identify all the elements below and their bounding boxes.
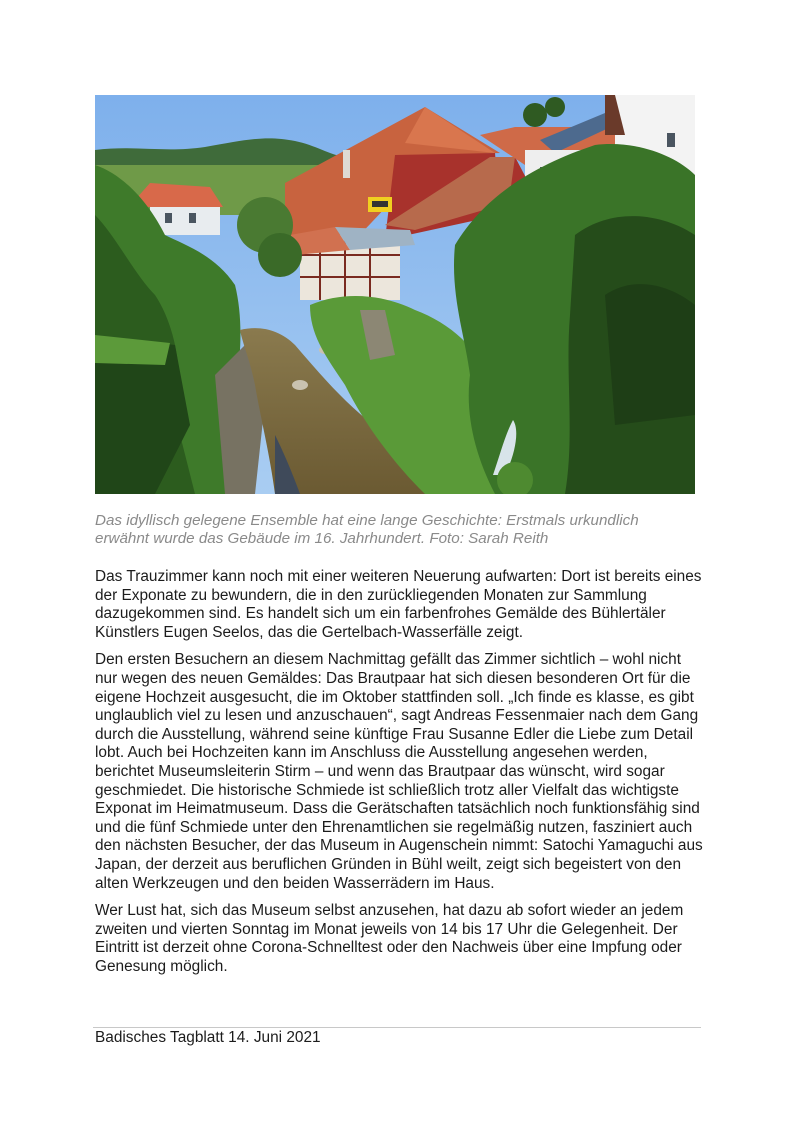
- article-paragraph: Den ersten Besuchern an diesem Nachmittag gefällt das Zimmer sichtlich – wohl nicht nur wegen des neuen Gemäldes: Das Brautpaar hat sich diesen besonderen Ort für die eigene Hochzeit ausgesucht, die im Oktober stattfinden soll. „Ich finde es klasse, es gibt unglaublich viel zu lesen und anzuschauen“, sagt Andreas Fessenmaier nach dem Gang durch die Ausstellung, während seine künftige Frau Susanne Edler die Liebe zum Detail lobt. Auch bei Hochzeiten kann im Anschluss die Ausstellung angesehen werden, berichtet Museumsleiterin Stirm – und wenn das Brautpaar das wünscht, wird sogar geschmiedet. Die historische Schmiede ist schließlich trotz aller Vielfalt das wichtigste Exponat im Heimatmuseum. Dass die Gerätschaften tatsächlich noch funktionsfähig sind und die fünf Schmiede unter den Ehrenamtlichen sie regelmäßig nutzen, fasziniert auch den nächsten Besucher, der das Museum in Augenschein nimmt: Satochi Yamaguchi aus Japan, der derzeit aus beruflichen Gründen in Bühl weilt, zeigt sich begeistert von den alten Werkzeugen und den beiden Wasserrädern im Haus.: [95, 651, 703, 892]
- article-photo: [95, 95, 695, 494]
- photo-illustration: [95, 95, 695, 494]
- footer-source: Badisches Tagblatt 14. Juni 2021: [95, 1029, 321, 1046]
- photo-caption: Das idyllisch gelegene Ensemble hat eine lange Geschichte: Erstmals urkundlich erwähnt wurde das Gebäude im 16. Jahrhundert. Foto: Sarah Reith: [95, 512, 639, 547]
- article-paragraph: Das Trauzimmer kann noch mit einer weiteren Neuerung aufwarten: Dort ist bereits eines der Exponate zu bewundern, die in den zurückliegenden Monaten zur Sammlung dazugekommen sind. Es handelt sich um ein farbenfrohes Gemälde des Bühlertäler Künstlers Eugen Seelos, das die Gertelbach-Wasserfälle zeigt.: [95, 568, 702, 641]
- article-body: [95, 568, 705, 985]
- article-paragraph: Wer Lust hat, sich das Museum selbst anzusehen, hat dazu ab sofort wieder an jedem zweiten und vierten Sonntag im Monat jeweils von 14 bis 17 Uhr die Gelegenheit. Der Eintritt ist derzeit ohne Corona-Schnelltest oder den Nachweis über eine Impfung oder Genesung möglich.: [95, 902, 684, 975]
- footer-divider: [93, 1027, 701, 1028]
